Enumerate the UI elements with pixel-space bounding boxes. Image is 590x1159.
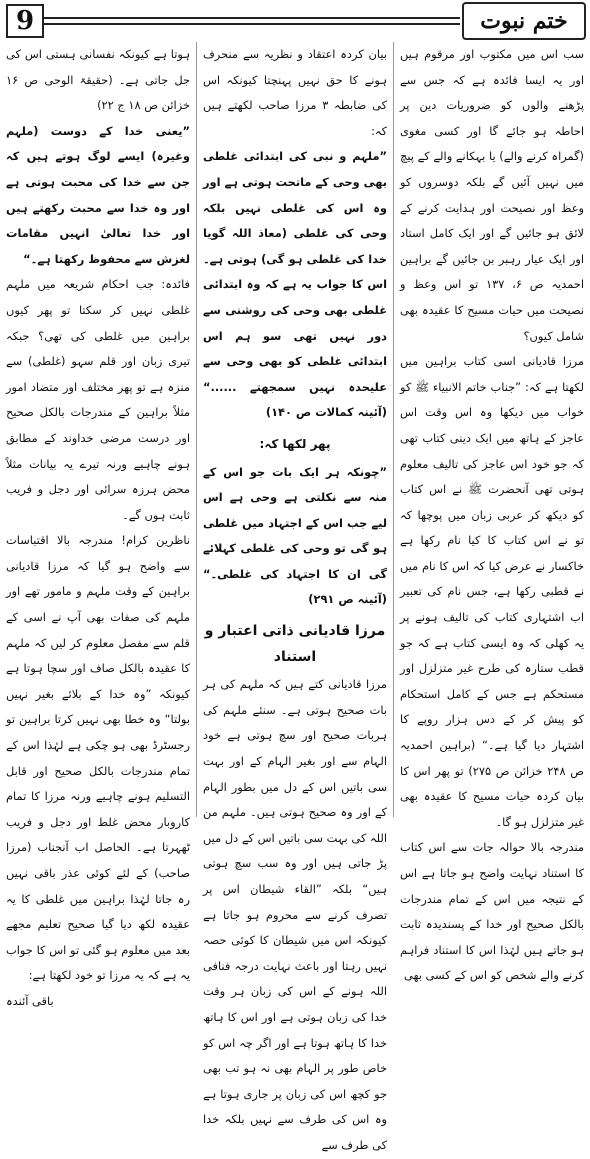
continued-note: باقی آئندہ <box>6 993 54 1008</box>
quote: ”یعنی خدا کے دوست (ملہم وغیرہ) ایسے لوگ ہوتے ہیں کہ جن سے خدا کی محبت ہوتی ہے اور وہ خدا سے محبت رکھتے ہیں اور خدا تعالیٰ انہیں مقامات لغزش سے محفوظ رکھتا ہے۔“ <box>6 123 190 266</box>
column-divider <box>393 42 394 817</box>
quote: ”ملہم و نبی کی ابتدائی غلطی بھی وحی کے ماتحت ہوتی ہے اور وہ اس کی غلطی نہیں بلکہ وحی کی غلطی (معاذ اللہ گویا خدا کی غلطی ہو گی) ہوتی ہے۔ اس کا جواب یہ ہے کہ وہ ابتدائی غلطی بھی وحی کی روشنی سے دور نہیں تھی سو ہم اس ابتدائی غلطی کو بھی وحی سے علیحدہ نہیں سمجھتے ......“ (آئینہ کمالات ص ۱۴۰) <box>203 149 387 420</box>
paragraph: مرزا قادیانی کتے ہیں کہ ملہم کی ہر بات صحیح ہوتی ہے۔ سنئے ملہم کی ہربات صحیح اور سچ ہوتی ہے خود الہام سے اور بغیر الہام کے اور بہت سی باتیں اس کے دل میں بطور الہام کے اور وہ صحیح ہوتی ہیں۔ ملہم من اللہ کی بہت سی باتیں اس کے دل میں پڑ جاتی ہیں اور وہ سب سچ ہوتی ہیں“ بلکہ ”القاء شیطان اس پر تصرف کرنے سے محروم ہو جاتا ہے کیونکہ اس میں شیطان کا کوئی حصہ نہیں رہتا اور باعث نہایت درجہ فنافی اللہ ہونے کے اس کی زبان ہر وقت خدا کی زبان ہوتی ہے اور اس کا ہاتھ خدا کا ہاتھ ہوتا ہے اور اگر چہ اس کو خاص طور پر الہام بھی نہ ہو تب بھی جو کچھ اس کی زبان پر جاری ہوتا ہے وہ اس کی طرف سے نہیں بلکہ خدا کی طرف سے <box>203 677 387 1152</box>
section-heading: مرزا قادیانی ذاتی اعتبار و استناد <box>204 623 386 665</box>
header-rule <box>44 17 460 25</box>
paragraph: بیان کردہ اعتقاد و نظریہ سے منحرف ہونے کا حق نہیں پہنچتا کیونکہ اس کی ضابطہ ۳ مرزا صاحب لکھتے ہیں کہ: <box>203 47 387 138</box>
paragraph: ہوتا ہے کیونکہ نفسانی ہستی اس کی جل جاتی ہے۔ (حقیقۃ الوحی ص ۱۶ خزائن ص ۱۸ ج ۲۲) <box>6 47 190 113</box>
quote: ”چونکہ ہر ایک بات جو اس کے منہ سے نکلتی ہے وحی ہے اس لیے جب اس کے اجتہاد میں غلطی ہو گی تو وحی کی غلطی کہلائے گی ان کا اجتہاد کی غلطی۔“ (آئینہ ص ۲۹۱) <box>203 464 387 607</box>
page-number: 9 <box>6 4 44 38</box>
paragraph: مندرجہ بالا حوالہ جات سے اس کتاب کا استناد نہایت واضح ہو جاتا ہے اس کے نتیجہ میں اس کے تمام مندرجات بالکل صحیح اور خدا کے پسندیدہ ثابت ہو جاتے ہیں لہٰذا اس کا استناد فراہم کرنے والے شخص کو اس کے کسی بھی <box>400 840 584 983</box>
column-divider <box>196 42 197 817</box>
paragraph: مرزا قادیانی اسی کتاب براہین میں لکھتا ہے کہ: ”جناب خاتم الانبیاء ﷺ کو خواب میں دیکھا وہ اس وقت اس عاجز کے ہاتھ میں ایک دینی کتاب تھی کہ جو خود اس عاجز کی تالیف معلوم ہوتی تھی آنحضرت ﷺ نے اس کتاب کو دیکھ کر عربی زبان میں پوچھا کہ تو نے اس کتاب کا کیا نام رکھا ہے خاکسار نے عرض کیا کہ اس کا نام میں نے قطبی رکھا ہے، جس نام کی تعبیر اب اشتہاری کتاب کی تالیف ہونے پر یہ کھلی کہ وہ ایسی کتاب ہے کہ جو قطب ستارہ کی طرح غیر متزلزل اور مستحکم ہے جس کے کامل استحکام کو پیش کر کے دس ہزار روپے کا اشتہار دیا گیا ہے۔“ (براہین احمدیہ ص ۲۴۸ خزائن ص ۲۷۵) تو پھر اس کا بیان کردہ حیات مسیح کا عقیدہ بھی غیر متزلزل ہو گا۔ <box>400 354 584 829</box>
masthead-title: ختم نبوت <box>462 2 586 40</box>
column-middle <box>203 42 387 1152</box>
column-left <box>6 42 190 1008</box>
paragraph: سب اس میں مکتوب اور مرقوم ہیں اور یہ ایسا فائدہ ہے کہ جس سے پڑھنے والوں کو ضروریات دین پر احاطہ ہو جائے گا اور کسی مغوی (گمراہ کرنے والے) یا بہکانے والے کے پیچ میں نہیں آئیں گے بلکہ دوسروں کو وعظ اور نصیحت اور ہدایت کرنے کے لائق ہو جائیں گے اور ایک کامل استاد اور ایک عیار رہبر بن جائیں گے براہین احمدیہ ص ۶، ۱۳۷ تو اس وعظ و نصیحت میں حیات مسیح کا عقیدہ بھی شامل کیوں؟ <box>400 47 584 343</box>
article-columns <box>6 42 584 1152</box>
subheading: پھر لکھا کہ: <box>259 436 331 451</box>
column-right <box>400 42 584 983</box>
paragraph: ناظرین کرام! مندرجہ بالا اقتباسات سے واضح ہو گیا کہ مرزا قادیانی براہین کے وقت ملہم و مامور تھے اور ملہم کی صفات بھی آپ نے اسی کے قلم سے مفصل معلوم کر لیں کہ ملہم کا عقیدہ بالکل صاف اور سچا ہوتا ہے کیونکہ ”وہ خدا کے بلائے بغیر نہیں بولتا“ وہ خطا بھی نہیں کرتا براہین تو رجسٹرڈ بھی ہو چکی ہے لہٰذا اس کے تمام مندرجات بالکل صحیح اور قابل التسلیم ہونے چاہیے ورنہ مرزا کا تمام کاروبار محض غلط اور دجل و فریب ٹھہرتا ہے۔ الحاصل اب آنجناب (مرزا صاحب) کے لئے کوئی عذر باقی نہیں رہ جاتا لہٰذا براہین میں غلطی کا یہ عقیدہ لکھ دیا گیا صحیح تعلیم مجھے بعد میں معلوم ہو گئی تو اس کا جواب یہ ہے کہ یہ مرزا تو خود لکھتا ہے: <box>6 533 190 983</box>
paragraph: فائدہ: جب احکام شریعہ میں ملہم غلطی نہیں کر سکتا تو پھر کیوں براہین میں غلطی کی تھی؟ جبکہ تیری زبان اور قلم سہو (غلطی) سے منزہ ہے تو پھر مختلف اور متضاد امور مثلاً براہین کے مندرجات بالکل صحیح اور درست مرضی خداوند کے مطابق ہونے چاہیے ورنہ تیرے یہ بیانات مثلاً محض ہرزہ سرائی اور دجل و فریب ثابت ہوں گے۔ <box>6 277 190 522</box>
